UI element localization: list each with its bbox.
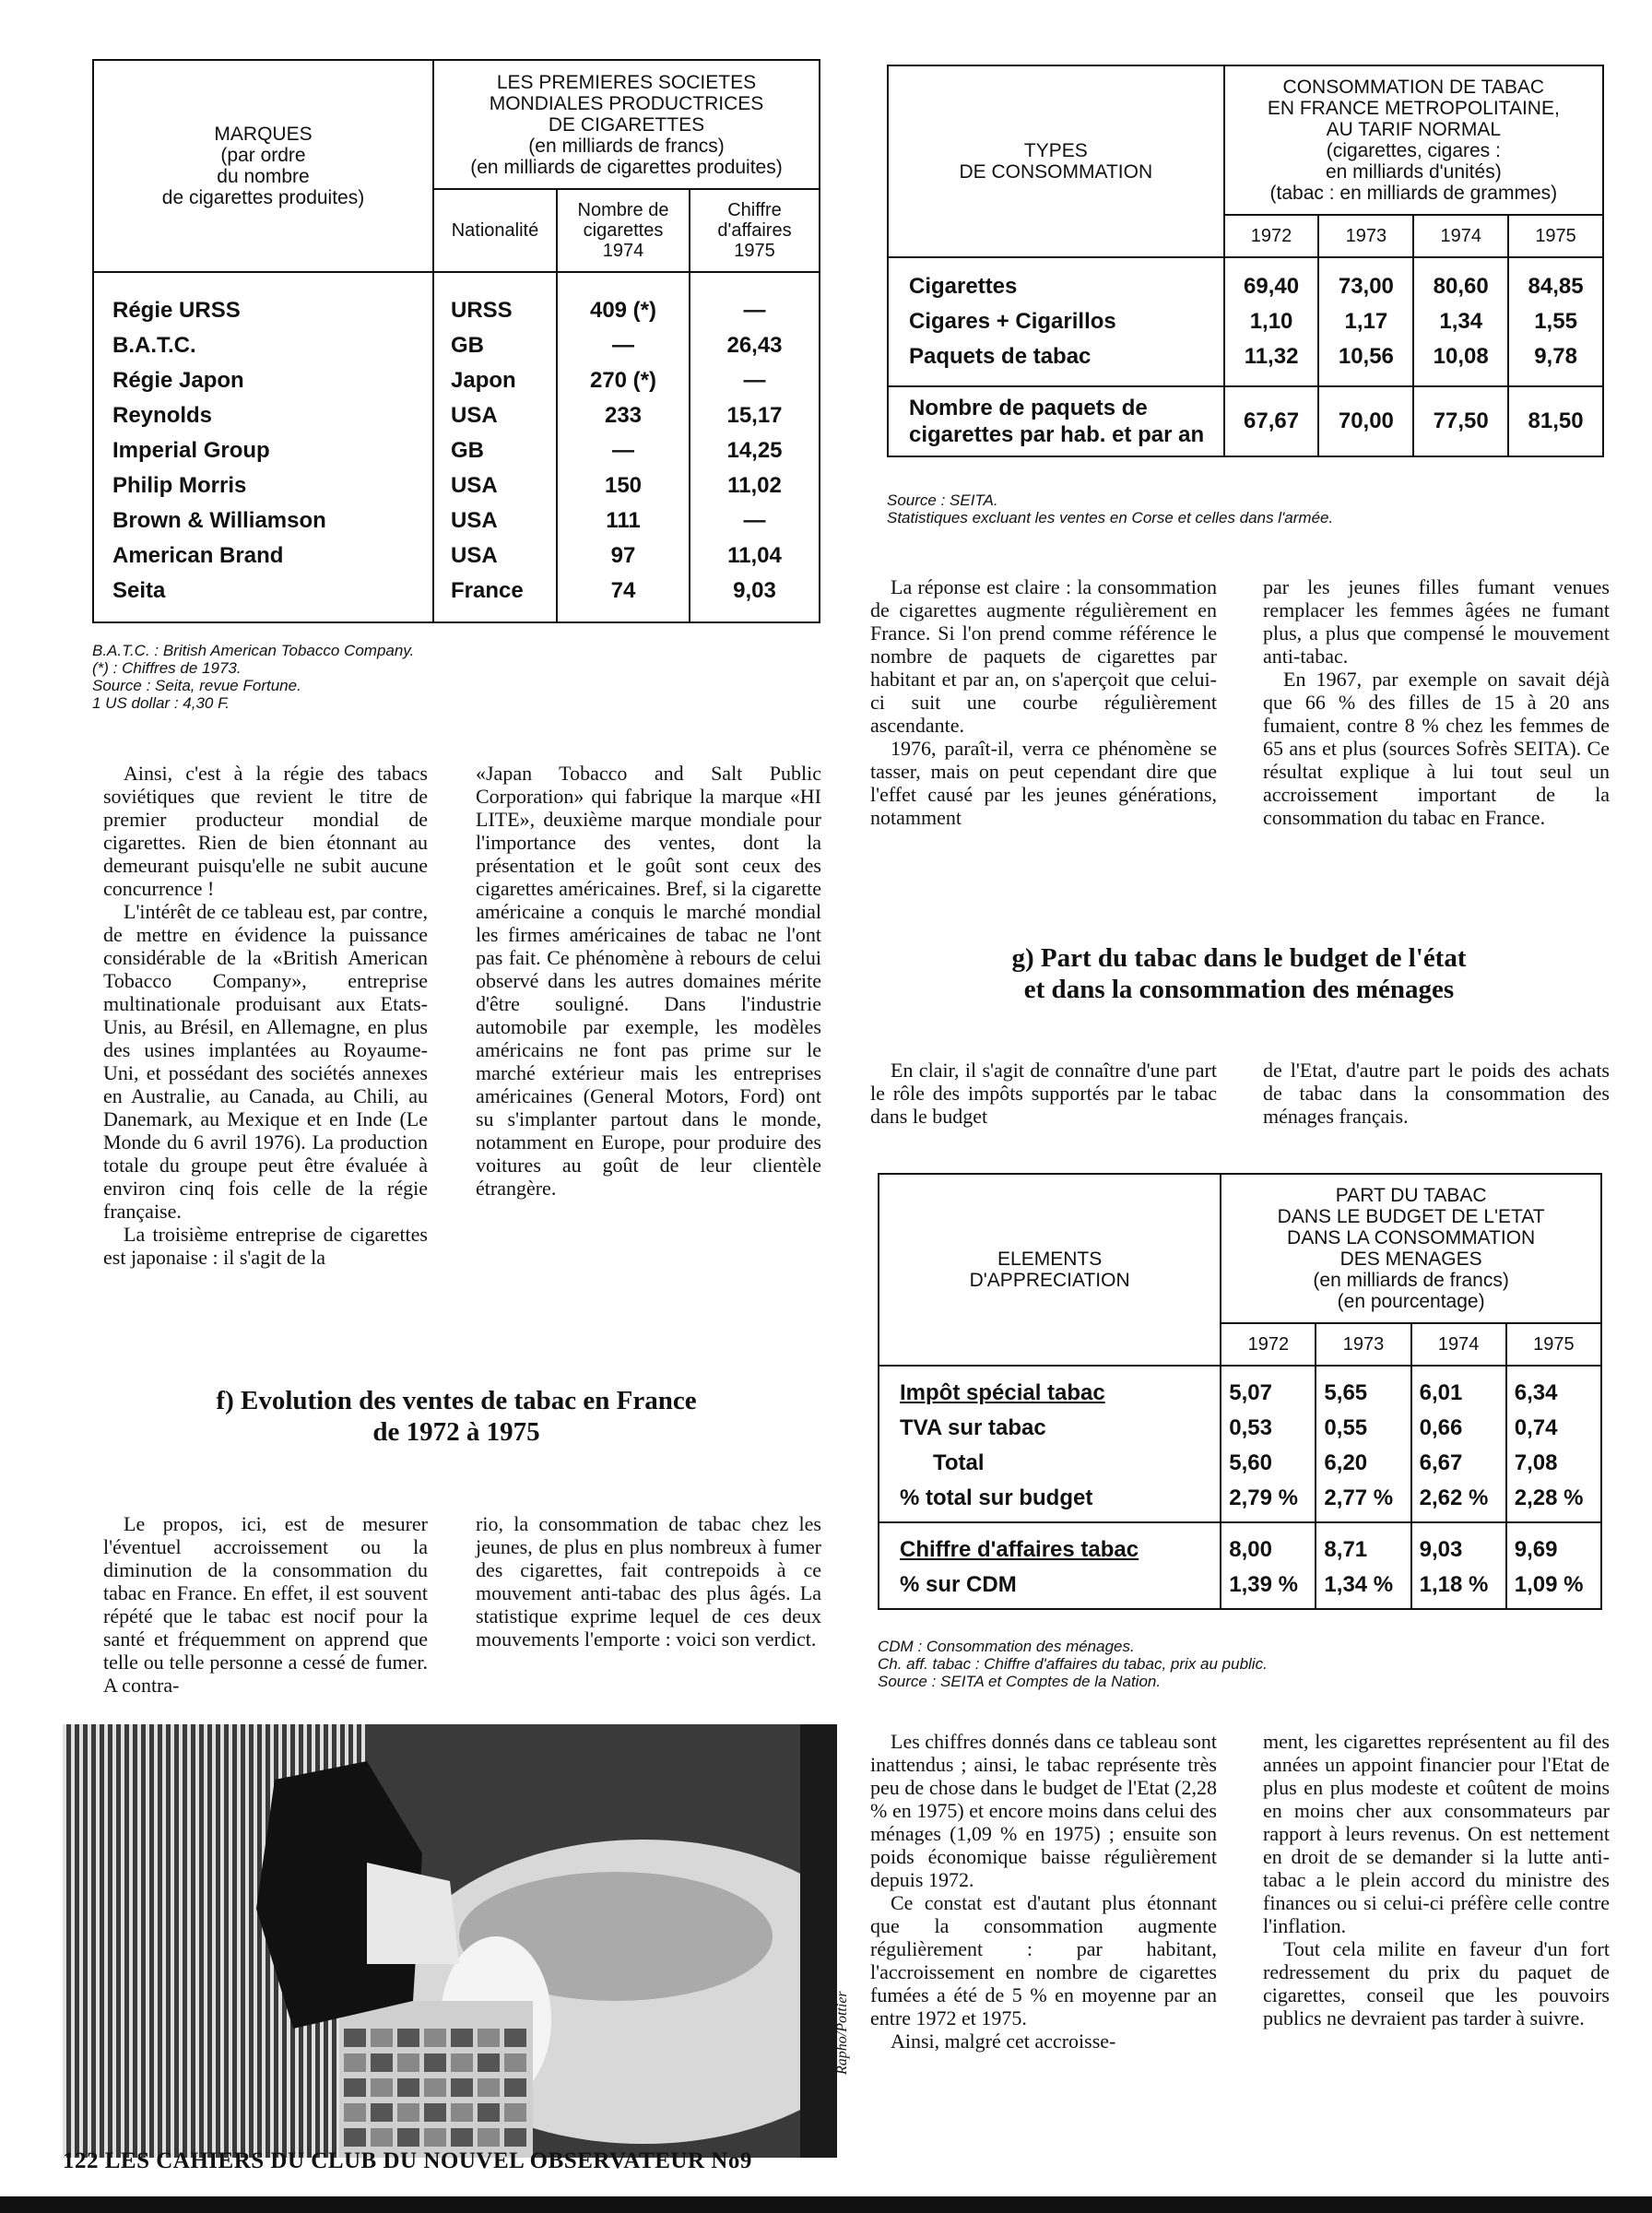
table-row xyxy=(93,503,820,538)
year-header: 1973 xyxy=(1318,215,1413,257)
value-cell: 0,53 xyxy=(1221,1411,1316,1446)
value-cell: 5,60 xyxy=(1221,1446,1316,1481)
text-column-right-2 xyxy=(1263,575,1610,829)
value-cell: 73,00 xyxy=(1318,257,1413,304)
budget-header: PART DU TABAC DANS LE BUDGET DE L'ETAT DANS LA CONSOMMATION DES MENAGES (en milliards de francs) (en pourcentage) xyxy=(1221,1174,1601,1323)
paragraph: Ainsi, malgré cet accroisse- xyxy=(891,2030,1116,2053)
value-cell: 1,34 % xyxy=(1316,1568,1410,1609)
table2-notes xyxy=(887,491,1606,527)
value-cell: 9,69 xyxy=(1506,1522,1601,1568)
table-row xyxy=(879,1446,1601,1481)
value-cell: 0,74 xyxy=(1506,1411,1601,1446)
nationality-header: Nationalité xyxy=(433,189,557,272)
table1-notes xyxy=(92,642,738,712)
page-footer: 122 LES CAHIERS DU CLUB DU NOUVEL OBSERVATEUR No9 xyxy=(63,2148,752,2173)
brand-cell: Régie URSS xyxy=(93,272,433,328)
photo-illustration xyxy=(63,1724,837,2158)
value-cell: 2,79 % xyxy=(1221,1481,1316,1522)
year-header: 1974 xyxy=(1413,215,1508,257)
paragraph: Ainsi, c'est à la régie des tabacs soviétiques que revient le titre de premier producteur mondial de cigarettes. Rien de bien étonnant au demeurant puisqu'elle ne subit aucune concurrence ! xyxy=(103,762,428,900)
note-line: Statistiques excluant les ventes en Corse et celles dans l'armée. xyxy=(887,509,1334,527)
note-line: Source : SEITA. xyxy=(887,491,998,509)
table-row xyxy=(879,1481,1601,1522)
text-column-left-2 xyxy=(476,762,821,1200)
bottom-rule xyxy=(0,2196,1652,2213)
value-cell: 2,77 % xyxy=(1316,1481,1410,1522)
table-budget-share xyxy=(878,1173,1602,1610)
turnover-cell: — xyxy=(690,503,820,538)
value-cell: 69,40 xyxy=(1224,257,1319,304)
paragraph: ment, les cigarettes représentent au fil des années un appoint financier pour l'Etat de plus en plus modeste et coûtent de moins en moins cher aux consommateurs par rapport à leurs revenus. On est nettement en droit de se demander si la lutte anti-tabac a le plein accord du ministre des finances ou si celui-ci préfère celle contre l'inflation. xyxy=(1263,1730,1610,1937)
paragraph: de l'Etat, d'autre part le poids des achats de tabac dans la consommation des ménages français. xyxy=(1263,1059,1610,1128)
brand-cell: Reynolds xyxy=(93,398,433,433)
nationality-cell: GB xyxy=(433,433,557,468)
brand-cell: Imperial Group xyxy=(93,433,433,468)
value-cell: 1,17 xyxy=(1318,304,1413,339)
note-line: B.A.T.C. : British American Tobacco Company. xyxy=(92,642,415,659)
note-line: 1 US dollar : 4,30 F. xyxy=(92,694,230,712)
nationality-cell: USA xyxy=(433,468,557,503)
nationality-cell: GB xyxy=(433,328,557,363)
text-column-f-1 xyxy=(103,1512,428,1697)
paragraph: «Japan Tobacco and Salt Public Corporation» qui fabrique la marque «HI LITE», deuxième marque mondiale pour l'importance des ventes, dont la présentation et le goût sont ceux des cigarettes américaines. Bref, si la cigarette américaine a conquis le marché mondial les firmes américaines de tabac ne l'ont pas fait. Ce phénomène à rebours de celui observé dans les autres domaines mérite d'être souligné. Dans l'industrie automobile par exemple, les modèles américains ne font pas prime sur le marché extérieur mais les entreprises américaines (General Motors, Ford) ont su s'implanter partout dans le monde, notamment en Europe, pour produire des voitures au goût de leur clientèle étrangère. xyxy=(476,762,821,1200)
nationality-cell: URSS xyxy=(433,272,557,328)
elements-header: ELEMENTS D'APPRECIATION xyxy=(879,1174,1221,1366)
text-column-left-1 xyxy=(103,762,428,1269)
note-line: Source : SEITA et Comptes de la Nation. xyxy=(878,1673,1162,1690)
year-header: 1975 xyxy=(1506,1323,1601,1366)
table-consumption xyxy=(887,65,1604,457)
text-column-f-2 xyxy=(476,1512,821,1651)
turnover-cell: 9,03 xyxy=(690,574,820,622)
type-cell: Cigares + Cigarillos xyxy=(888,304,1224,339)
nationality-cell: France xyxy=(433,574,557,622)
text-column-g-1 xyxy=(870,1059,1217,1128)
value-cell: 80,60 xyxy=(1413,257,1508,304)
value-cell: 1,10 xyxy=(1224,304,1319,339)
table-row xyxy=(888,304,1603,339)
table-row xyxy=(888,257,1603,304)
cigarettes-cell: 150 xyxy=(557,468,690,503)
value-cell: 11,32 xyxy=(1224,339,1319,386)
value-cell: 0,66 xyxy=(1411,1411,1506,1446)
brand-cell: Régie Japon xyxy=(93,363,433,398)
element-cell: Impôt spécial tabac xyxy=(879,1366,1221,1411)
note-line: Source : Seita, revue Fortune. xyxy=(92,677,301,694)
nationality-cell: USA xyxy=(433,503,557,538)
value-cell: 1,39 % xyxy=(1221,1568,1316,1609)
value-cell: 2,28 % xyxy=(1506,1481,1601,1522)
year-header: 1975 xyxy=(1508,215,1603,257)
element-cell: Chiffre d'affaires tabac xyxy=(879,1522,1221,1568)
cigarettes-cell: 233 xyxy=(557,398,690,433)
turnover-cell: — xyxy=(690,363,820,398)
text-column-bottom-1 xyxy=(870,1730,1217,2053)
table-row xyxy=(93,433,820,468)
text-column-right-1 xyxy=(870,575,1217,829)
turnover-cell: — xyxy=(690,272,820,328)
cigarettes-cell: 270 (*) xyxy=(557,363,690,398)
cigarettes-cell: 74 xyxy=(557,574,690,622)
value-cell: 6,01 xyxy=(1411,1366,1506,1411)
table-row-packs xyxy=(888,386,1603,456)
value-cell: 1,09 % xyxy=(1506,1568,1601,1609)
paragraph: Tout cela milite en faveur d'un fort redressement du prix du paquet de cigarettes, conseil que les pouvoirs publics ne devraient pas tarder à suivre. xyxy=(1263,1937,1610,2030)
year-header: 1974 xyxy=(1411,1323,1506,1366)
value-cell: 77,50 xyxy=(1413,386,1508,456)
paragraph: Ce constat est d'autant plus étonnant que la consommation augmente régulièrement : par habitant, l'accroissement en nombre de cigarettes fumées a été de 5 % en moyenne par an entre 1972 et 1975. xyxy=(870,1891,1217,2030)
photo-credit: Rapho/Pottier xyxy=(834,1991,850,2075)
paragraph: par les jeunes filles fumant venues remplacer les femmes âgées ne fumant plus, a plus que compensé le mouvement anti-tabac. xyxy=(1263,575,1610,668)
cigarettes-cell: — xyxy=(557,328,690,363)
cigarettes-cell: 97 xyxy=(557,538,690,574)
value-cell: 9,78 xyxy=(1508,339,1603,386)
paragraph: En clair, il s'agit de connaître d'une part le rôle des impôts supportés par le tabac dans le budget xyxy=(870,1059,1217,1128)
paragraph: 1976, paraît-il, verra ce phénomène se tasser, mais on peut cependant dire que l'effet causé par les jeunes générations, notamment xyxy=(870,737,1217,829)
nationality-cell: USA xyxy=(433,538,557,574)
table-row xyxy=(93,398,820,433)
consumption-header: CONSOMMATION DE TABAC EN FRANCE METROPOLITAINE, AU TARIF NORMAL (cigarettes, cigares : en milliards d'unités) (tabac : en milliards de grammes) xyxy=(1224,65,1603,215)
cigarettes-header: Nombre de cigarettes 1974 xyxy=(557,189,690,272)
text-column-g-2 xyxy=(1263,1059,1610,1128)
brand-cell: Brown & Williamson xyxy=(93,503,433,538)
producers-header: LES PREMIERES SOCIETES MONDIALES PRODUCTRICES DE CIGARETTES (en milliards de francs) (en milliards de cigarettes produites) xyxy=(433,60,820,189)
value-cell: 6,20 xyxy=(1316,1446,1410,1481)
table3-notes xyxy=(878,1638,1615,1690)
element-cell: % total sur budget xyxy=(879,1481,1221,1522)
brand-cell: Seita xyxy=(93,574,433,622)
table-row xyxy=(888,339,1603,386)
brand-cell: American Brand xyxy=(93,538,433,574)
value-cell: 84,85 xyxy=(1508,257,1603,304)
table-row xyxy=(93,468,820,503)
element-cell: TVA sur tabac xyxy=(879,1411,1221,1446)
table-row xyxy=(879,1522,1601,1568)
table-row xyxy=(93,538,820,574)
note-line: Ch. aff. tabac : Chiffre d'affaires du tabac, prix au public. xyxy=(878,1655,1268,1673)
type-cell: Cigarettes xyxy=(888,257,1224,304)
type-cell: Nombre de paquets de cigarettes par hab. et par an xyxy=(888,386,1224,456)
cigarettes-cell: 111 xyxy=(557,503,690,538)
brands-header: MARQUES (par ordre du nombre de cigarettes produites) xyxy=(93,60,433,272)
turnover-cell: 11,02 xyxy=(690,468,820,503)
value-cell: 5,07 xyxy=(1221,1366,1316,1411)
element-cell: % sur CDM xyxy=(879,1568,1221,1609)
note-line: CDM : Consommation des ménages. xyxy=(878,1638,1135,1655)
table-row xyxy=(93,272,820,328)
value-cell: 81,50 xyxy=(1508,386,1603,456)
note-line: (*) : Chiffres de 1973. xyxy=(92,659,242,677)
paragraph: La réponse est claire : la consommation de cigarettes augmente régulièrement en France. Si l'on prend comme référence le nombre de paquets de cigarettes par habitant et par an, on s'aperçoit que celui-ci suit une courbe régulièrement ascendante. xyxy=(870,575,1217,737)
table-top-producers xyxy=(92,59,820,623)
value-cell: 70,00 xyxy=(1318,386,1413,456)
value-cell: 67,67 xyxy=(1224,386,1319,456)
paragraph: Le propos, ici, est de mesurer l'éventuel accroissement ou la diminution de la consommation du tabac en France. En effet, il est souvent répété que le tabac est nocif pour la santé et fréquemment on apprend que telle ou telle personne a cessé de fumer. A contra- xyxy=(103,1512,428,1697)
value-cell: 1,18 % xyxy=(1411,1568,1506,1609)
table-row xyxy=(879,1411,1601,1446)
year-header: 1972 xyxy=(1224,215,1319,257)
year-header: 1972 xyxy=(1221,1323,1316,1366)
section-f-title: f) Evolution des ventes de tabac en France de 1972 à 1975 xyxy=(216,1386,697,1447)
turnover-cell: 14,25 xyxy=(690,433,820,468)
nationality-cell: USA xyxy=(433,398,557,433)
value-cell: 5,65 xyxy=(1316,1366,1410,1411)
turnover-cell: 26,43 xyxy=(690,328,820,363)
street-photo xyxy=(63,1724,837,2158)
value-cell: 1,55 xyxy=(1508,304,1603,339)
table-row xyxy=(879,1568,1601,1609)
text-column-bottom-2 xyxy=(1263,1730,1610,2030)
value-cell: 6,67 xyxy=(1411,1446,1506,1481)
value-cell: 8,71 xyxy=(1316,1522,1410,1568)
paragraph: La troisième entreprise de cigarettes est japonaise : il s'agit de la xyxy=(103,1223,428,1269)
value-cell: 1,34 xyxy=(1413,304,1508,339)
year-header: 1973 xyxy=(1316,1323,1410,1366)
cigarettes-cell: — xyxy=(557,433,690,468)
table-row xyxy=(93,574,820,622)
paragraph: rio, la consommation de tabac chez les jeunes, de plus en plus nombreux à fumer des cigarettes, fait contrepoids à ce mouvement anti-tabac des plus âgés. La statistique exprime lequel de ces deux mouvements l'emporte : voici son verdict. xyxy=(476,1512,821,1651)
turnover-cell: 15,17 xyxy=(690,398,820,433)
value-cell: 7,08 xyxy=(1506,1446,1601,1481)
value-cell: 2,62 % xyxy=(1411,1481,1506,1522)
types-header: TYPES DE CONSOMMATION xyxy=(888,65,1224,257)
cigarettes-cell: 409 (*) xyxy=(557,272,690,328)
table-row xyxy=(93,363,820,398)
type-cell: Paquets de tabac xyxy=(888,339,1224,386)
paragraph: Les chiffres donnés dans ce tableau sont inattendus ; ainsi, le tabac représente très peu de chose dans le budget de l'Etat (2,28 % en 1975) et encore moins dans celui des ménages (1,09 % en 1975) ; ensuite son poids économique baisse régulièrement depuis 1972. xyxy=(870,1730,1217,1891)
value-cell: 8,00 xyxy=(1221,1522,1316,1568)
turnover-header: Chiffre d'affaires 1975 xyxy=(690,189,820,272)
table-row xyxy=(879,1366,1601,1411)
brand-cell: B.A.T.C. xyxy=(93,328,433,363)
value-cell: 6,34 xyxy=(1506,1366,1601,1411)
brand-cell: Philip Morris xyxy=(93,468,433,503)
nationality-cell: Japon xyxy=(433,363,557,398)
value-cell: 10,56 xyxy=(1318,339,1413,386)
paragraph: L'intérêt de ce tableau est, par contre, de mettre en évidence la puissance considérable de la «British American Tobacco Company», entreprise multinationale produisant aux Etats-Unis, au Brésil, en Allemagne, en plus des usines implantées au Royaume-Uni, et possédant des sociétés annexes en Australie, au Canada, au Chili, au Danemark, au Mexique et en Inde (Le Monde du 6 avril 1976). La production totale du groupe peut être évaluée à environ cinq fois celle de la régie française. xyxy=(103,900,428,1223)
value-cell: 10,08 xyxy=(1413,339,1508,386)
value-cell: 0,55 xyxy=(1316,1411,1410,1446)
paragraph: En 1967, par exemple on savait déjà que 66 % des filles de 15 à 20 ans fumaient, contre 8 % chez les femmes de 65 ans et plus (sources Sofrès SEITA). Ce résultat explique à lui tout seul un accroissement important de la consommation du tabac en France. xyxy=(1263,668,1610,829)
element-cell: Total xyxy=(879,1446,1221,1481)
section-g-title: g) Part du tabac dans le budget de l'état et dans la consommation des ménages xyxy=(1011,943,1467,1004)
value-cell: 9,03 xyxy=(1411,1522,1506,1568)
table-row xyxy=(93,328,820,363)
turnover-cell: 11,04 xyxy=(690,538,820,574)
